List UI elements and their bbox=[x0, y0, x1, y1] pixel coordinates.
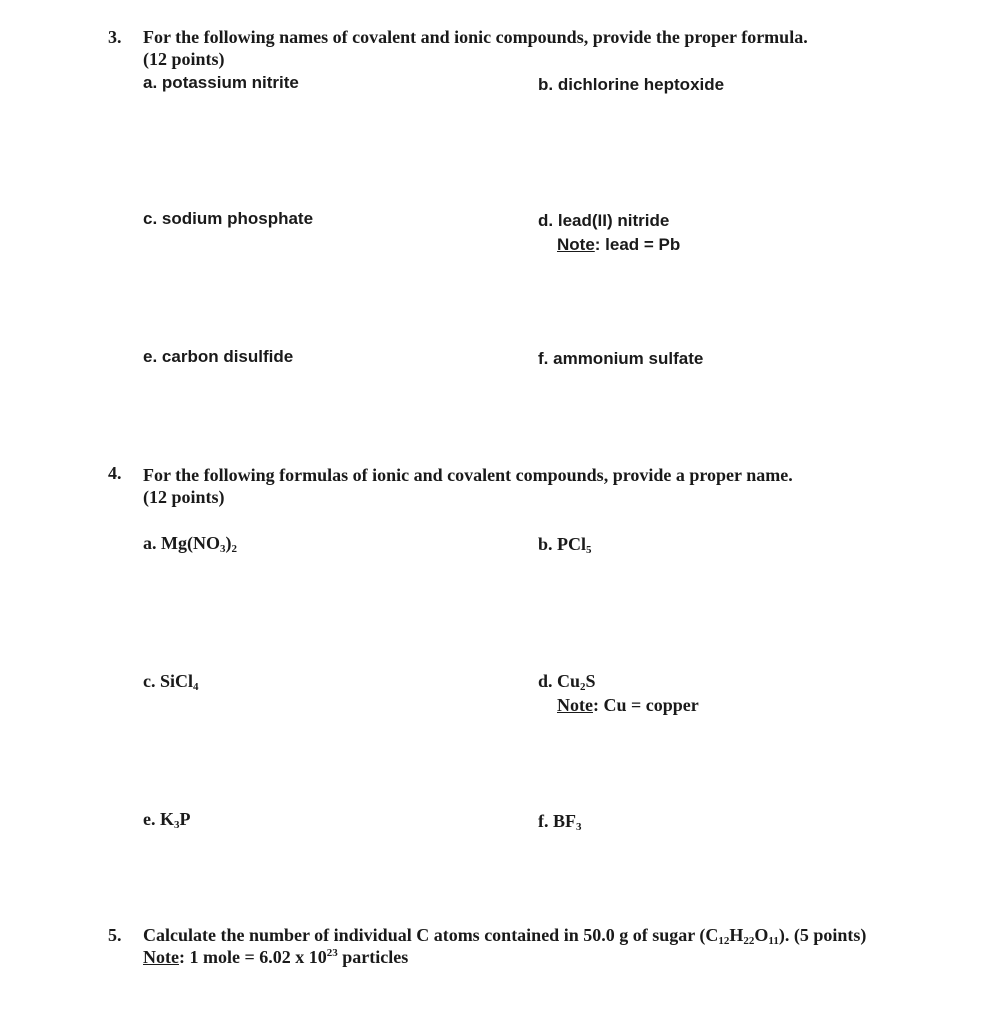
question-4-points: (12 points) bbox=[143, 487, 225, 507]
q3-item-b: b. dichlorine heptoxide bbox=[538, 75, 725, 94]
q4-item-e: e. $K_3P$ bbox=[143, 809, 191, 831]
question-3-number: 3. bbox=[108, 27, 122, 47]
q3-item-e: e. carbon disulfide bbox=[143, 347, 294, 366]
q3-item-a: a. potassium nitrite bbox=[143, 73, 299, 92]
q3-note-d: Note: lead = Pb bbox=[557, 235, 681, 254]
question-5-number: 5. bbox=[108, 925, 122, 945]
question-3-prompt: For the following names of covalent and ionic compounds, provide the proper formula. bbox=[143, 27, 808, 47]
q4-item-c: c. SiCl$_4$ bbox=[143, 671, 199, 693]
question-5-prompt: Calculate the number of individual C atoms contained in 50.0 g of sugar $(C_{12}H_{22}O_{11})$. (5 points) bbox=[143, 925, 867, 947]
q4-item-d: d. $Cu_2S$ bbox=[538, 671, 596, 693]
question-3-points: (12 points) bbox=[143, 49, 225, 69]
question-4-prompt: For the following formulas of ionic and covalent compounds, provide a proper name. bbox=[143, 465, 793, 485]
q4-item-b: b. PCl$_5$ bbox=[538, 534, 592, 556]
question-4-number: 4. bbox=[108, 463, 122, 483]
q3-item-c: c. sodium phosphate bbox=[143, 209, 314, 228]
q4-note-d: Note: Cu = copper bbox=[557, 695, 699, 715]
q3-item-d: d. lead(II) nitride bbox=[538, 211, 670, 230]
q4-item-a: a. $Mg(NO_3)_2$ bbox=[143, 533, 237, 555]
q4-item-f: f. $BF_3$ bbox=[538, 811, 582, 833]
question-5-note: Note: 1 mole = 6.02 x $10^{23}$ particles bbox=[143, 947, 409, 967]
q3-item-f: f. ammonium sulfate bbox=[538, 349, 704, 368]
